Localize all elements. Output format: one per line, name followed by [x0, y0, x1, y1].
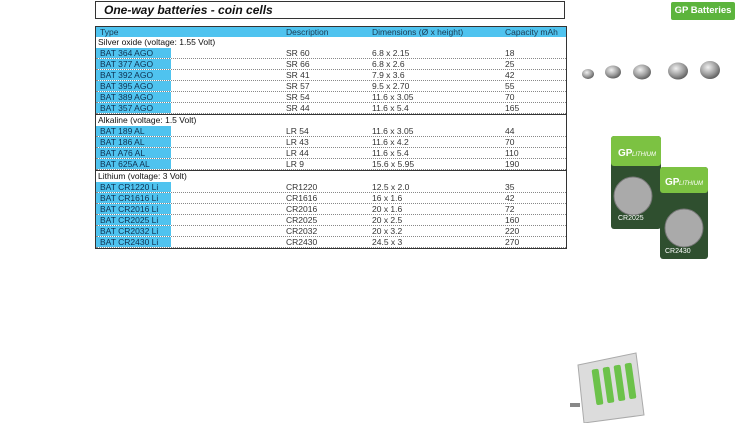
dimensions-cell: 24.5 x 3: [372, 237, 403, 247]
type-cell: BAT 189 AL: [96, 126, 171, 136]
type-cell: BAT CR2016 Li: [96, 204, 171, 214]
capacity-cell: 18: [505, 48, 515, 58]
section-header: Lithium (voltage: 3 Volt): [96, 170, 566, 182]
description-cell: CR2430: [286, 237, 318, 247]
svg-text:LITHIUM: LITHIUM: [632, 152, 656, 158]
capacity-cell: 160: [505, 215, 520, 225]
header-type: Type: [100, 27, 119, 37]
type-cell: BAT 395 AGO: [96, 81, 171, 91]
capacity-cell: 44: [505, 126, 515, 136]
description-cell: CR1220: [286, 182, 318, 192]
table-row: [96, 48, 566, 59]
description-cell: LR 43: [286, 137, 309, 147]
table-row: [96, 103, 566, 114]
coin-cell-1: [582, 69, 594, 79]
dimensions-cell: 11.6 x 5.4: [372, 148, 409, 158]
coin-cell-4: [668, 63, 688, 80]
capacity-cell: 42: [505, 70, 515, 80]
description-cell: SR 57: [286, 81, 310, 91]
description-cell: SR 44: [286, 103, 310, 113]
brand-logo: GP Batteries: [671, 2, 735, 20]
type-cell: BAT A76 AL: [96, 148, 171, 158]
dimensions-cell: 11.6 x 3.05: [372, 92, 414, 102]
page-title: One-way batteries - coin cells: [95, 1, 565, 19]
pack-cr2025: [611, 136, 661, 229]
dimensions-cell: 11.6 x 5.4: [372, 103, 409, 113]
description-cell: CR2025: [286, 215, 318, 225]
description-cell: CR2016: [286, 204, 318, 214]
dimensions-cell: 20 x 2.5: [372, 215, 403, 225]
capacity-cell: 42: [505, 193, 515, 203]
type-cell: BAT 625A AL: [96, 159, 171, 169]
table-row: [96, 182, 566, 193]
table-header: [96, 27, 566, 37]
section-header: Silver oxide (voltage: 1.55 Volt): [98, 37, 216, 47]
header-capacity: Capacity mAh: [505, 27, 558, 37]
capacity-cell: 110: [505, 148, 519, 158]
header-dimensions: Dimensions (Ø x height): [372, 27, 464, 37]
type-cell: BAT 186 AL: [96, 137, 171, 147]
type-cell: BAT CR1220 Li: [96, 182, 171, 192]
capacity-cell: 165: [505, 103, 520, 113]
dimensions-cell: 6.8 x 2.15: [372, 48, 410, 58]
type-cell: BAT 389 AGO: [96, 92, 171, 102]
capacity-cell: 70: [505, 92, 515, 102]
pack-cr2430: [660, 167, 708, 259]
table-row: [96, 126, 566, 137]
dimensions-cell: 11.6 x 3.05: [372, 126, 414, 136]
table-row: [96, 204, 566, 215]
table-row: [96, 81, 566, 92]
type-cell: BAT CR1616 Li: [96, 193, 171, 203]
dimensions-cell: 20 x 1.6: [372, 204, 403, 214]
header-description: Description: [286, 27, 329, 37]
dimensions-cell: 16 x 1.6: [372, 193, 403, 203]
svg-text:CR2025: CR2025: [618, 215, 644, 222]
description-cell: CR1616: [286, 193, 318, 203]
charger-image: [570, 345, 650, 423]
capacity-cell: 35: [505, 182, 515, 192]
table-row: [96, 215, 566, 226]
description-cell: LR 9: [286, 159, 304, 169]
table-row: [96, 237, 566, 248]
dimensions-cell: 15.6 x 5.95: [372, 159, 415, 169]
capacity-cell: 220: [505, 226, 520, 236]
type-cell: BAT CR2025 Li: [96, 215, 171, 225]
description-cell: LR 54: [286, 126, 309, 136]
table-body: [96, 37, 566, 248]
type-cell: BAT CR2430 Li: [96, 237, 171, 247]
table-row: [96, 193, 566, 204]
capacity-cell: 270: [505, 237, 520, 247]
coin-cell-3: [633, 65, 651, 80]
type-cell: BAT CR2032 Li: [96, 226, 171, 236]
section-header: Alkaline (voltage: 1.5 Volt): [96, 114, 566, 126]
capacity-cell: 190: [505, 159, 520, 169]
table-row: [96, 70, 566, 81]
dimensions-cell: 9.5 x 2.70: [372, 81, 410, 91]
lithium-packs-image: [608, 136, 712, 262]
description-cell: SR 41: [286, 70, 310, 80]
capacity-cell: 25: [505, 59, 515, 69]
table-row: [96, 159, 566, 170]
coin-cell-2: [605, 66, 621, 79]
svg-text:LITHIUM: LITHIUM: [679, 181, 703, 187]
table-row: [96, 148, 566, 159]
table-row: [96, 59, 566, 70]
dimensions-cell: 7.9 x 3.6: [372, 70, 405, 80]
svg-text:GP: GP: [618, 148, 633, 159]
description-cell: SR 54: [286, 92, 310, 102]
type-cell: BAT 377 AGO: [96, 59, 171, 69]
description-cell: CR2032: [286, 226, 318, 236]
dimensions-cell: 6.8 x 2.6: [372, 59, 405, 69]
svg-text:CR2430: CR2430: [665, 248, 691, 255]
type-cell: BAT 357 AGO: [96, 103, 171, 113]
dimensions-cell: 11.6 x 4.2: [372, 137, 409, 147]
capacity-cell: 72: [505, 204, 515, 214]
dimensions-cell: 20 x 3.2: [372, 226, 403, 236]
table-row: [96, 226, 566, 237]
description-cell: SR 66: [286, 59, 310, 69]
table-row: [96, 92, 566, 103]
type-cell: BAT 392 AGO: [96, 70, 171, 80]
coin-cell-5: [700, 61, 720, 79]
capacity-cell: 70: [505, 137, 515, 147]
svg-text:GP: GP: [665, 177, 680, 188]
capacity-cell: 55: [505, 81, 515, 91]
table-row: [96, 137, 566, 148]
description-cell: SR 60: [286, 48, 310, 58]
battery-table: [95, 26, 567, 249]
coin-cells-image: [580, 60, 730, 90]
dimensions-cell: 12.5 x 2.0: [372, 182, 410, 192]
description-cell: LR 44: [286, 148, 309, 158]
type-cell: BAT 364 AGO: [96, 48, 171, 58]
